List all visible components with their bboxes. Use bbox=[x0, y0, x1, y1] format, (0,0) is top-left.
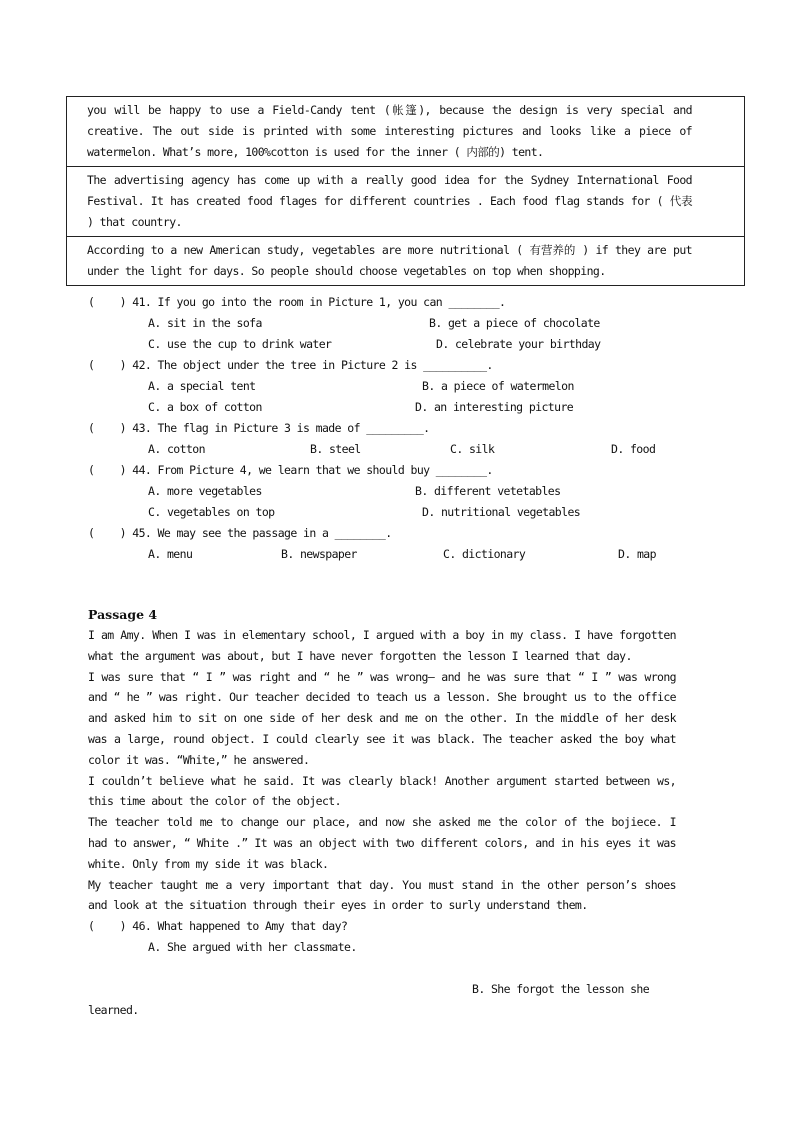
q46-option-b-wrap: B. She forgot the lesson she learned. bbox=[88, 982, 650, 1017]
question-45-stem: ( ) 45. We may see the passage in a ________. bbox=[88, 526, 392, 540]
q43-option-b: B. steel bbox=[310, 442, 361, 456]
q43-option-a: A. cotton bbox=[148, 442, 205, 456]
passage-paragraph-1: I am Amy. When I was in elementary school, I argued with a boy in my class. I have forgotten what the argument was about, but I have never forgotten the lesson I learned that day. bbox=[88, 628, 676, 663]
passage-paragraph-4: The teacher told me to change our place, and now she asked me the color of the bojiece. I had to answer, “ White .” It was an object with two different colors, and in his eyes it was white. Only from my side it was black. bbox=[88, 815, 676, 871]
box-food-festival: The advertising agency has come up with a really good idea for the Sydney International Food Festival. It has created food flages for different countries . Each food flag stands for ( 代表 ) that country. bbox=[67, 166, 744, 236]
q41-option-d: D. celebrate your birthday bbox=[436, 337, 601, 351]
question-44-stem: ( ) 44. From Picture 4, we learn that we should buy ________. bbox=[88, 463, 493, 477]
box-field-candy-tent: you will be happy to use a Field-Candy tent (帐篷), because the design is very special and creative. The out side is printed with some interesting pictures and looks like a piece of watermelon. What’s more, 100%cotton is used for the inner ( 内部的) tent. bbox=[87, 103, 692, 159]
question-44-options-row1 bbox=[88, 481, 728, 502]
question-46-stem: ( ) 46. What happened to Amy that day? bbox=[88, 919, 348, 934]
q43-option-d: D. food bbox=[611, 442, 656, 456]
q41-option-a: A. sit in the sofa bbox=[148, 316, 262, 330]
passage-paragraph-2: I was sure that “ I ” was right and “ he ” was wrong— and he was sure that “ I ” was wrong and “ he ” was right. Our teacher decided to teach us a lesson. She brought us to the office and asked him to sit on one side of her desk and me on the other. In the middle of her desk was a large, round object. I could clearly see it was black. The teacher asked the boy what color it was. “White,” he answered. bbox=[88, 669, 676, 767]
q42-option-c: C. a box of cotton bbox=[148, 400, 262, 414]
question-41-stem: ( ) 41. If you go into the room in Picture 1, you can ________. bbox=[88, 295, 506, 309]
q45-option-c: C. dictionary bbox=[443, 547, 526, 561]
question-42-options-row2 bbox=[88, 397, 728, 418]
passage-4 bbox=[88, 604, 676, 958]
q42-option-a: A. a special tent bbox=[148, 379, 256, 393]
q41-option-c: C. use the cup to drink water bbox=[148, 337, 332, 351]
question-41-options-row2 bbox=[88, 334, 728, 355]
question-42-options-row1 bbox=[88, 376, 728, 397]
q43-option-c: C. silk bbox=[450, 442, 495, 456]
question-43-stem: ( ) 43. The flag in Picture 3 is made of _________. bbox=[88, 421, 430, 435]
q44-option-b: B. different vetetables bbox=[415, 484, 561, 498]
question-46-options-row1 bbox=[88, 937, 676, 958]
q42-option-b: B. a piece of watermelon bbox=[422, 379, 574, 393]
reading-boxes bbox=[66, 96, 745, 286]
question-45-options bbox=[88, 544, 728, 565]
questions-41-45 bbox=[88, 292, 728, 565]
q45-option-b: B. newspaper bbox=[281, 547, 357, 561]
q42-option-d: D. an interesting picture bbox=[415, 400, 574, 414]
q44-option-a: A. more vegetables bbox=[148, 484, 262, 498]
passage-paragraph-5: My teacher taught me a very important that day. You must stand in the other person’s shoes and look at the situation through their eyes in order to surly understand them. bbox=[88, 877, 676, 913]
q44-option-d: D. nutritional vegetables bbox=[422, 505, 581, 519]
q46-option-a: A. She argued with her classmate. bbox=[148, 939, 357, 954]
q45-option-a: A. menu bbox=[148, 547, 193, 561]
question-41-options-row1 bbox=[88, 313, 728, 334]
box-vegetables-study: According to a new American study, vegetables are more nutritional ( 有营养的 ) if they are put under the light for days. So people should choose vegetables on top when shopping. bbox=[67, 236, 744, 285]
q41-option-b: B. get a piece of chocolate bbox=[429, 316, 600, 330]
passage-paragraph-3: I couldn’t believe what he said. It was clearly black! Another argument started between ws, this time about the color of the object. bbox=[88, 773, 676, 809]
question-44-options-row2 bbox=[88, 502, 728, 523]
q44-option-c: C. vegetables on top bbox=[148, 505, 275, 519]
question-42-stem: ( ) 42. The object under the tree in Picture 2 is __________. bbox=[88, 358, 493, 372]
q45-option-d: D. map bbox=[618, 547, 656, 561]
passage-title: Passage 4 bbox=[88, 607, 158, 622]
question-43-options bbox=[88, 439, 728, 460]
